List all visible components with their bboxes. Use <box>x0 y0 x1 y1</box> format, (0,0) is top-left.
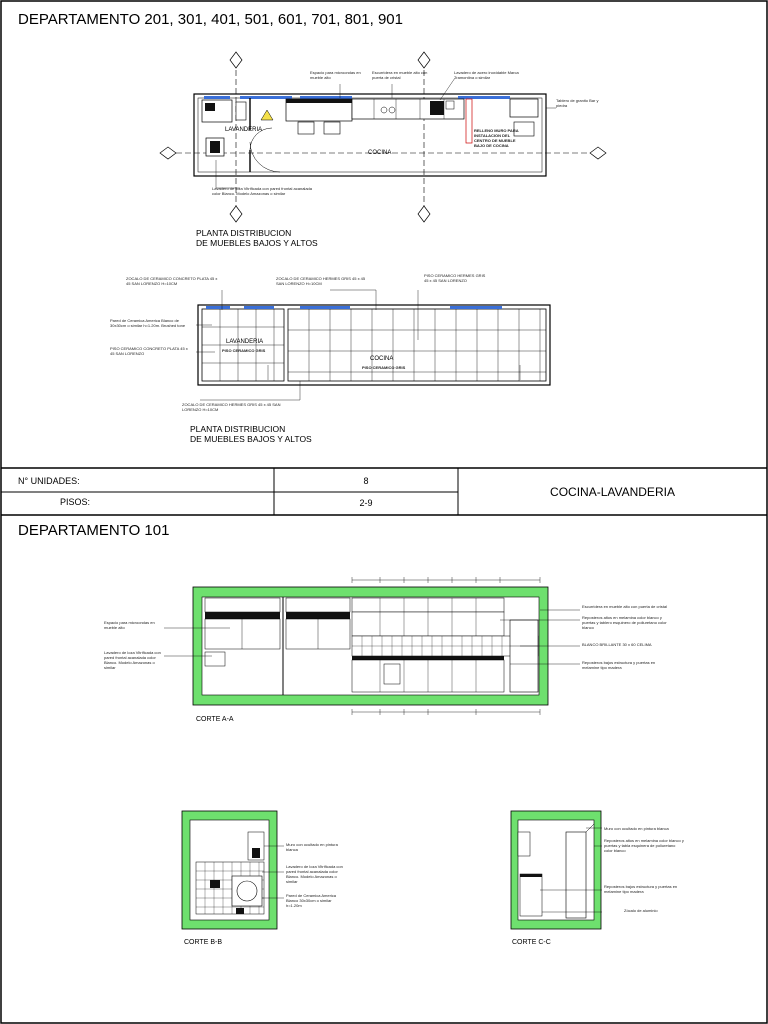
corte-bb-drawing <box>182 811 284 929</box>
plan1-note-tablero: Tablero de granito Bar y piedra <box>556 98 599 108</box>
plan2-title-line1: PLANTA DISTRIBUCION <box>190 424 286 434</box>
plan1-note-lavadero: Lavadero de acero inoxidable Marca Tramontina o similar <box>454 70 519 80</box>
corte-aa-note-reposteros-bajos: Reposteros bajos estructura y puertas en melamine tipo madera <box>582 660 656 670</box>
pisos-label: PISOS: <box>60 497 91 507</box>
plan2-note-pared: Pared de Ceramica America Blanco de 30x30cm o similar h=1.20m. Brushed tone <box>110 318 186 328</box>
corte-bb-note-muro: Muro con ocultado en pintura blanca <box>286 842 338 852</box>
plan2-room-cocina: COCINA <box>370 356 394 362</box>
corte-cc-note-muro: Muro con ocultado en pintura blanca <box>604 826 669 831</box>
corte-aa-note-escurridera: Escurridera en mueble alto con puerta de cristal <box>582 604 667 609</box>
unidades-label: N° UNIDADES: <box>18 476 80 486</box>
plan1-title-line1: PLANTA DISTRIBUCION <box>196 228 292 238</box>
top-section-title: DEPARTAMENTO 201, 301, 401, 501, 601, 701, 801, 901 <box>18 11 403 28</box>
corte-bb-label: CORTE B-B <box>184 939 222 946</box>
corte-aa-note-blanco-brillante: BLANCO BRILLANTE 30 x 60 CELIMA <box>582 642 652 647</box>
pisos-value: 2-9 <box>359 498 373 508</box>
corte-aa-note-microondas: Espacio para microondas en mueble alto <box>104 620 155 630</box>
plan2-note-piso-concreto: PISO CERAMICO CONCRETO PLATA 45 x 45 SAN LORENZO <box>110 346 188 356</box>
plan2-room-lavanderia-sub: PISO CERAMICO GRIS <box>222 348 266 353</box>
corte-aa-note-reposteros-altos: Reposteros altos en melamina color blanco y puertas y tablero esquinero de poliuretano color blanco <box>582 615 667 630</box>
plan-2-drawing <box>196 290 550 400</box>
corte-bb-note-lavadero: Lavadero de loza Vitrificada con pared frontal acanalada color Blanco. Modelo Amazonas o similar <box>286 864 343 884</box>
unidades-value: 8 <box>363 476 369 486</box>
bottom-section-title: DEPARTAMENTO 101 <box>18 522 170 539</box>
corte-aa-note-lavadero: Lavadero de loza Vitrificada con pared frontal acanalada color Blanco. Modelo Amazonas o similar <box>104 650 161 670</box>
plan2-room-cocina-sub: PISO CERAMICO GRIS <box>362 365 406 370</box>
plan2-title-line2: DE MUEBLES BAJOS Y ALTOS <box>190 434 312 444</box>
plan1-room-lavanderia: LAVANDERIA <box>225 127 263 133</box>
corte-cc-note-reposteros-bajos: Reposteros bajos estructura y puertas en melamine tipo madera <box>604 884 678 894</box>
plan2-note-zocalo1: ZOCALO DE CERAMICO CONCRETO PLATA 45 x 45 SAN LORENZO H=10CM <box>126 276 218 286</box>
plan2-note-zocalo3: ZOCALO DE CERAMICO HERMES GRIS 45 x 45 SAN LORENZO H=10CM <box>182 402 281 412</box>
plan1-room-cocina: COCINA <box>368 150 392 156</box>
corte-cc-drawing <box>511 811 602 929</box>
plan1-note-escurridera: Escurridera en mueble alto con puerta de cristal <box>372 70 428 80</box>
plan1-note-microondas: Espacio para microondas en mueble alto <box>310 70 361 80</box>
corte-cc-note-reposteros-altos: Reposteros altos en melamina color blanco y puertas y tabla esquinera de poliuretano color blanco <box>604 838 684 853</box>
corte-cc-note-zocalo: Zócalo de aluminio <box>624 908 658 913</box>
plan1-note-lavadero-loza: Lavadero de loza Vitrificada con pared frontal acanalada color Blanco. Modelo Amazonas o similar <box>212 186 312 196</box>
plan1-title-line2: DE MUEBLES BAJOS Y ALTOS <box>196 238 318 248</box>
corte-bb-note-pared: Pared de Ceramica America Blanco 30x30cm o similar h=1.20m <box>286 893 337 908</box>
corte-cc-label: CORTE C-C <box>512 939 551 946</box>
plan2-note-zocalo2: ZOCALO DE CERAMICO HERMES GRIS 45 x 45 SAN LORENZO H=10CM <box>276 276 366 286</box>
plan2-room-lavanderia: LAVANDERIA <box>226 339 264 345</box>
corte-aa-drawing <box>164 577 580 715</box>
room-name: COCINA-LAVANDERIA <box>550 485 675 499</box>
plan1-note-muro: RELLENO MURO PARA INSTALACION DEL CENTRO DE MUEBLE BAJO DE COCINA <box>474 128 519 148</box>
plan2-note-piso-hermes: PISO CERAMICO HERMES GRIS 45 x 45 SAN LORENZO <box>424 273 486 283</box>
corte-aa-label: CORTE A-A <box>196 716 234 723</box>
